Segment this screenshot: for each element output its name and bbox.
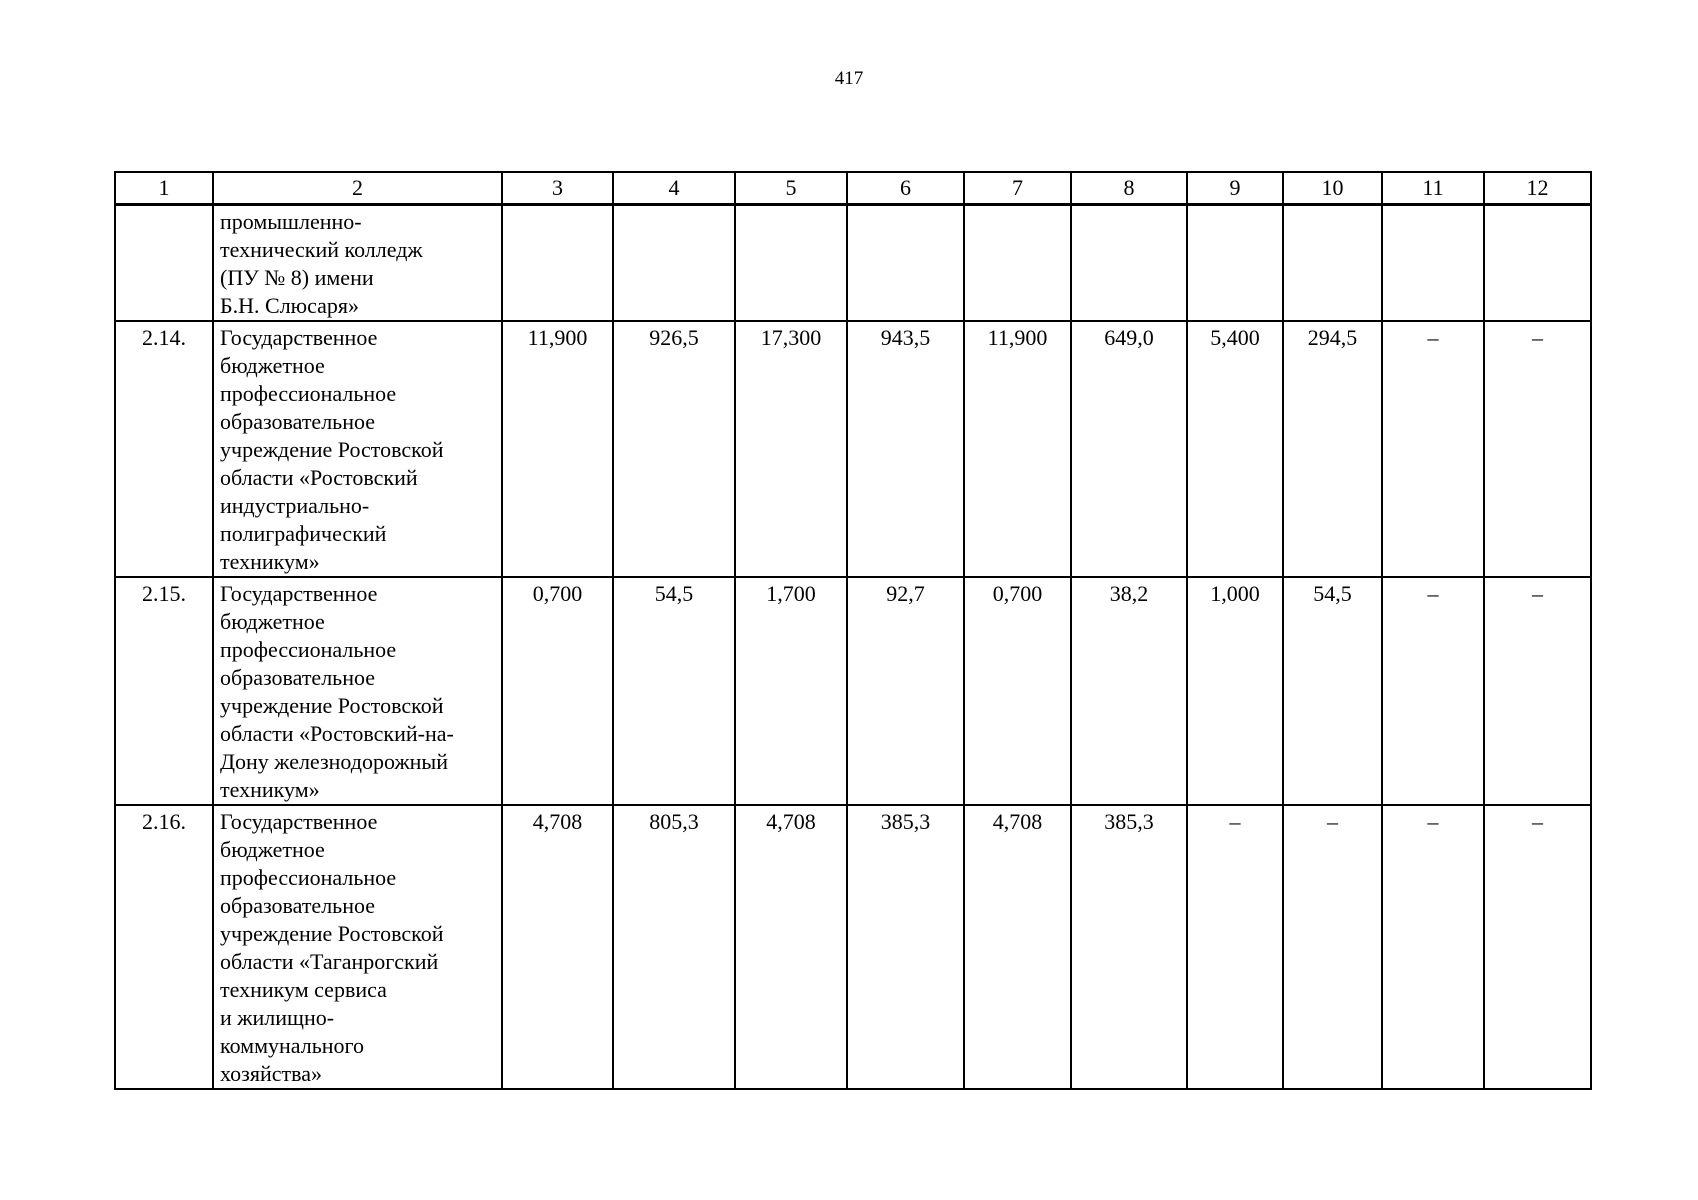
institution-name-line: бюджетное (220, 609, 325, 634)
column-number-header: 9 (1187, 172, 1283, 205)
row-number-cell: 2.16. (115, 805, 213, 1089)
value-cell (847, 205, 964, 322)
value-cell (964, 205, 1071, 322)
value-cell (1484, 205, 1591, 322)
data-table (114, 171, 1592, 1090)
institution-name-line: профессиональное (220, 637, 397, 662)
column-number-header: 10 (1283, 172, 1382, 205)
table-header-row (115, 172, 1591, 205)
institution-name-line: бюджетное (220, 837, 325, 862)
institution-name-line: учреждение Ростовской (220, 437, 444, 462)
institution-name-cell (213, 577, 502, 805)
value-cell (1071, 205, 1187, 322)
institution-name-cell (213, 321, 502, 577)
value-cell: 926,5 (613, 321, 735, 577)
page-number: 417 (834, 68, 864, 89)
row-number-cell: 2.15. (115, 577, 213, 805)
institution-name-line: промышленно- (220, 209, 362, 234)
value-cell: 54,5 (1283, 577, 1382, 805)
value-cell (613, 205, 735, 322)
value-cell: – (1484, 321, 1591, 577)
column-number-header: 12 (1484, 172, 1591, 205)
column-number-header: 2 (213, 172, 502, 205)
value-cell: 4,708 (735, 805, 847, 1089)
institution-name-line: профессиональное (220, 865, 397, 890)
value-cell (502, 205, 613, 322)
value-cell: 38,2 (1071, 577, 1187, 805)
value-cell: – (1283, 805, 1382, 1089)
value-cell: 92,7 (847, 577, 964, 805)
value-cell: – (1187, 805, 1283, 1089)
value-cell: – (1382, 805, 1484, 1089)
column-number-header: 5 (735, 172, 847, 205)
table-row (115, 805, 1591, 1089)
institution-name-line: Государственное (220, 581, 378, 606)
table-row (115, 577, 1591, 805)
institution-name-line: бюджетное (220, 353, 325, 378)
row-number-cell: 2.14. (115, 321, 213, 577)
column-number-header: 6 (847, 172, 964, 205)
value-cell: 385,3 (1071, 805, 1187, 1089)
institution-name-line: области «Ростовский (220, 465, 418, 490)
institution-name-cell (213, 805, 502, 1089)
institution-name-line: профессиональное (220, 381, 397, 406)
institution-name-line: техникум» (220, 777, 320, 802)
value-cell: 294,5 (1283, 321, 1382, 577)
institution-name-line: полиграфический (220, 521, 387, 546)
institution-name-cell (213, 205, 502, 322)
column-number-header: 3 (502, 172, 613, 205)
institution-name-line: коммунального (220, 1033, 364, 1058)
value-cell (735, 205, 847, 322)
column-number-header: 8 (1071, 172, 1187, 205)
value-cell: 1,000 (1187, 577, 1283, 805)
institution-name-line: области «Таганрогский (220, 949, 439, 974)
value-cell: 5,400 (1187, 321, 1283, 577)
institution-name-line: Дону железнодорожный (220, 749, 448, 774)
institution-name-line: образовательное (220, 409, 376, 434)
institution-name-line: (ПУ № 8) имени (220, 265, 374, 290)
value-cell (1283, 205, 1382, 322)
value-cell: – (1484, 577, 1591, 805)
institution-name-line: учреждение Ростовской (220, 921, 444, 946)
institution-name-line: индустриально- (220, 493, 370, 518)
institution-name-line: техникум сервиса (220, 977, 387, 1002)
value-cell: 54,5 (613, 577, 735, 805)
institution-name-line: области «Ростовский-на- (220, 721, 454, 746)
value-cell: 385,3 (847, 805, 964, 1089)
row-number-cell (115, 205, 213, 322)
institution-name-line: Государственное (220, 325, 378, 350)
value-cell: 11,900 (502, 321, 613, 577)
table-row (115, 205, 1591, 322)
value-cell: 0,700 (502, 577, 613, 805)
column-number-header: 4 (613, 172, 735, 205)
institution-name-line: техникум» (220, 549, 320, 574)
value-cell: 0,700 (964, 577, 1071, 805)
value-cell: 4,708 (964, 805, 1071, 1089)
institution-name-line: Государственное (220, 809, 378, 834)
institution-name-line: технический колледж (220, 237, 423, 262)
value-cell: 649,0 (1071, 321, 1187, 577)
value-cell (1187, 205, 1283, 322)
institution-name-line: хозяйства» (220, 1061, 322, 1086)
institution-name-line: Б.Н. Слюсаря» (220, 293, 360, 318)
institution-name-line: и жилищно- (220, 1005, 335, 1030)
column-number-header: 7 (964, 172, 1071, 205)
table-row (115, 321, 1591, 577)
value-cell: 943,5 (847, 321, 964, 577)
value-cell: 4,708 (502, 805, 613, 1089)
value-cell: – (1382, 321, 1484, 577)
value-cell: 805,3 (613, 805, 735, 1089)
column-number-header: 1 (115, 172, 213, 205)
value-cell: – (1382, 577, 1484, 805)
column-number-header: 11 (1382, 172, 1484, 205)
value-cell: – (1484, 805, 1591, 1089)
value-cell: 11,900 (964, 321, 1071, 577)
institution-name-line: учреждение Ростовской (220, 693, 444, 718)
value-cell: 1,700 (735, 577, 847, 805)
institution-name-line: образовательное (220, 893, 376, 918)
institution-name-line: образовательное (220, 665, 376, 690)
value-cell: 17,300 (735, 321, 847, 577)
value-cell (1382, 205, 1484, 322)
